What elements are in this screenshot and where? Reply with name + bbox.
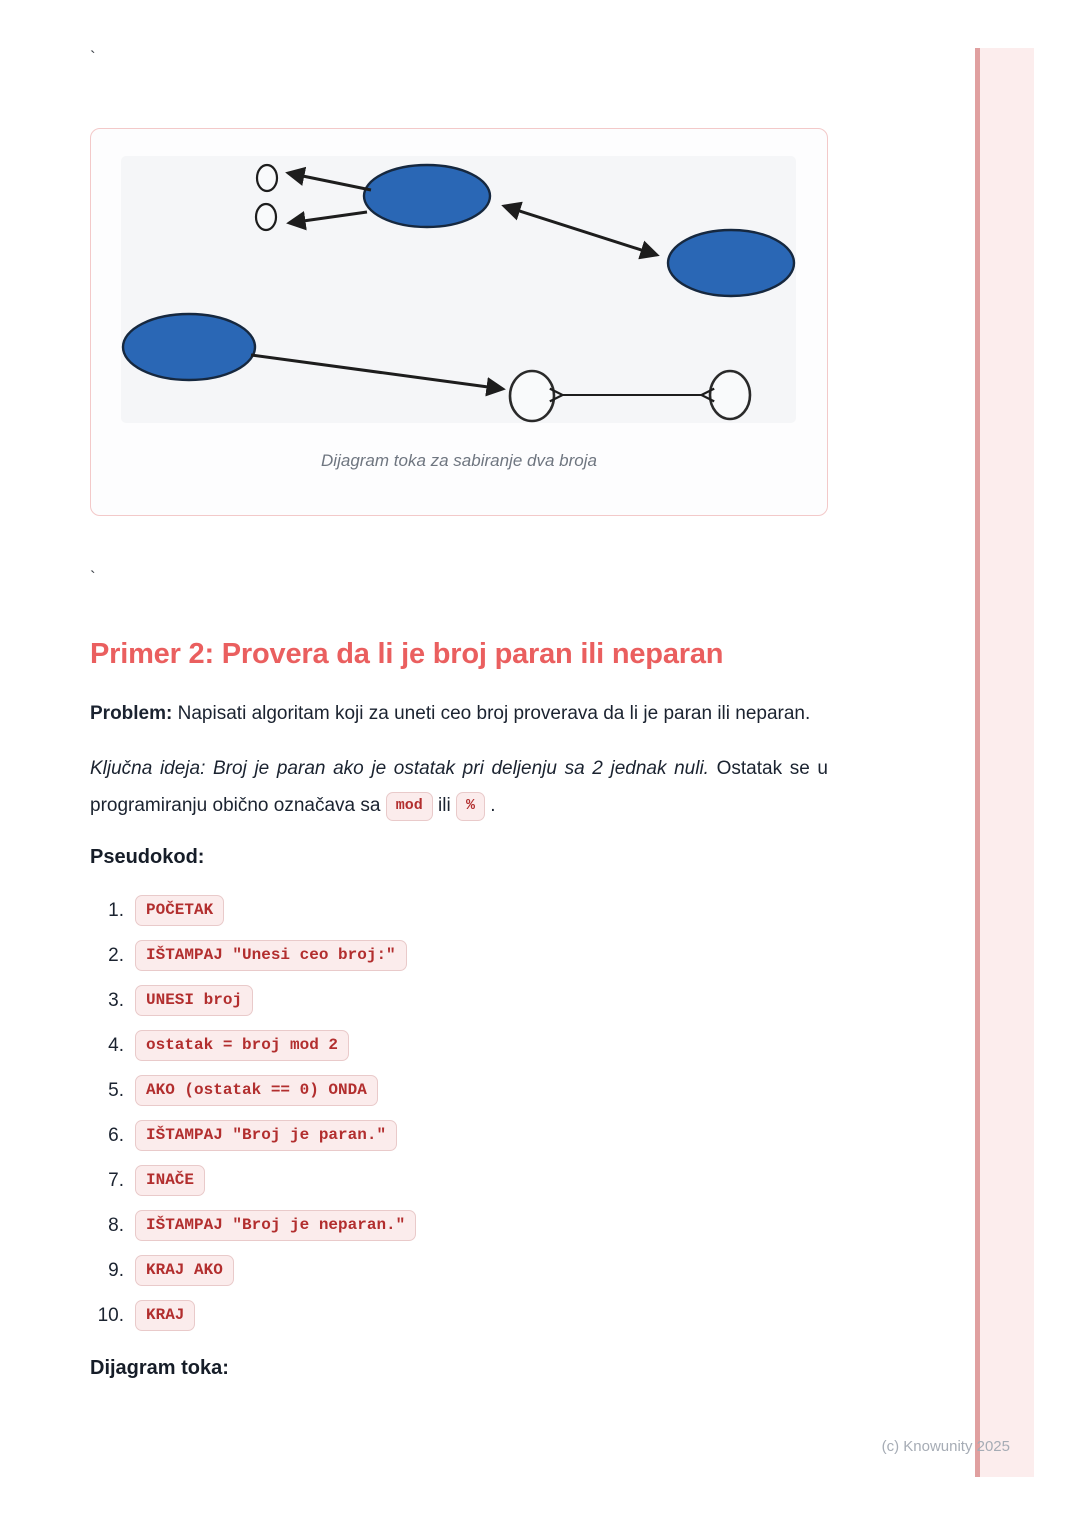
key-idea-paragraph (90, 750, 828, 824)
pseudocode-chip: IŠTAMPAJ "Broj je paran." (135, 1120, 397, 1151)
step-number: 8. (108, 1214, 124, 1236)
step-number: 9. (108, 1259, 124, 1281)
flow-diagram-svg (121, 156, 796, 423)
white-circle-right (710, 371, 750, 419)
right-margin-highlight-bar (975, 48, 1034, 1477)
pseudocode-list (90, 895, 828, 1331)
pseudocode-step (90, 1210, 828, 1241)
page-content (90, 0, 828, 1380)
flow-diagram-image (121, 156, 796, 423)
pseudocode-chip: POČETAK (135, 895, 224, 926)
flow-diagram-label: Dijagram toka: (90, 1357, 229, 1379)
stray-backtick-middle: ` (90, 568, 96, 587)
pseudocode-label: Pseudokod: (90, 846, 205, 868)
pseudocode-chip: AKO (ostatak == 0) ONDA (135, 1075, 378, 1106)
step-number: 5. (108, 1079, 124, 1101)
problem-label: Problem: (90, 703, 173, 724)
step-number: 4. (108, 1034, 124, 1056)
pseudocode-chip: IŠTAMPAJ "Unesi ceo broj:" (135, 940, 407, 971)
step-number: 1. (108, 899, 124, 921)
blue-ellipse-top (364, 165, 490, 227)
percent-code-chip: % (456, 792, 485, 821)
pseudocode-chip: INAČE (135, 1165, 205, 1196)
or-word: ili (438, 795, 451, 816)
pseudocode-chip: KRAJ (135, 1300, 195, 1331)
blue-ellipse-left (123, 314, 255, 380)
stray-backtick-top: ` (90, 48, 96, 67)
pseudocode-chip: KRAJ AKO (135, 1255, 234, 1286)
step-number: 7. (108, 1169, 124, 1191)
copyright-notice: (c) Knowunity 2025 (881, 1438, 1010, 1455)
pseudocode-step (90, 1165, 828, 1196)
pseudocode-step (90, 940, 828, 971)
figure-caption: Dijagram toka za sabiranje dva broja (321, 451, 597, 470)
pseudocode-step (90, 1255, 828, 1286)
step-number: 2. (108, 944, 124, 966)
example-heading: Primer 2: Provera da li je broj paran ili neparan (90, 638, 724, 670)
pseudocode-step (90, 1300, 828, 1331)
key-idea-rest: Ostatak se u programiranju obično označava sa (90, 758, 828, 816)
pseudocode-chip: UNESI broj (135, 985, 253, 1016)
pseudocode-step (90, 895, 828, 926)
problem-text: Napisati algoritam koji za uneti ceo broj proverava da li je paran ili neparan. (177, 703, 811, 724)
pseudocode-step (90, 1075, 828, 1106)
small-circle-top (257, 165, 277, 191)
step-number: 6. (108, 1124, 124, 1146)
key-idea-italic: Ključna ideja: Broj je paran ako je ostatak pri deljenju sa 2 jednak nuli. (90, 758, 709, 779)
pseudocode-step (90, 1120, 828, 1151)
blue-ellipse-right (668, 230, 794, 296)
step-number: 3. (108, 989, 124, 1011)
problem-paragraph (90, 695, 828, 732)
figure-card (90, 128, 828, 516)
white-circle-left (510, 371, 554, 421)
pseudocode-chip: IŠTAMPAJ "Broj je neparan." (135, 1210, 416, 1241)
pseudocode-step (90, 985, 828, 1016)
step-number: 10. (97, 1304, 124, 1326)
pseudocode-chip: ostatak = broj mod 2 (135, 1030, 349, 1061)
mod-code-chip: mod (386, 792, 433, 821)
sentence-end: . (490, 795, 496, 816)
pseudocode-step (90, 1030, 828, 1061)
small-circle-bottom (256, 204, 276, 230)
